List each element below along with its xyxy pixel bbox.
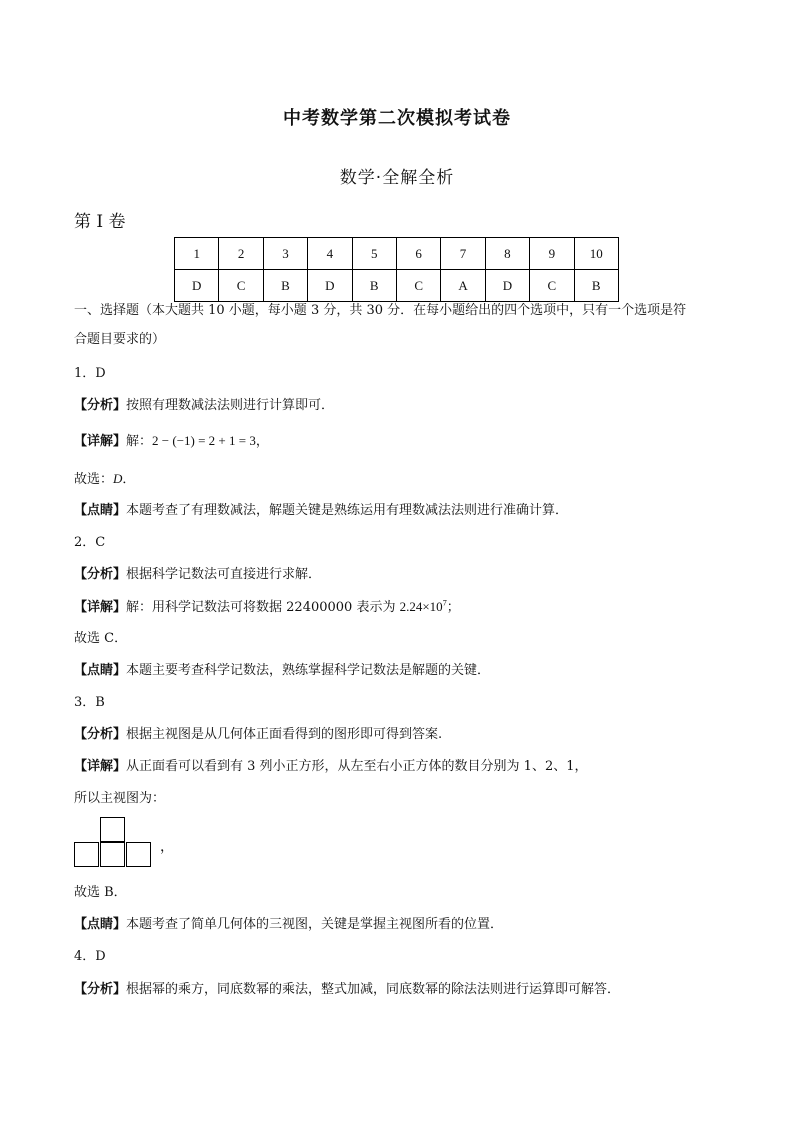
analysis-text: 根据主视图是从几何体正面看得到的图形即可得到答案. — [126, 727, 443, 742]
detail-line — [74, 597, 460, 618]
question-heading: 2．C — [74, 535, 106, 550]
comment-text: 本题考查了有理数减法，解题关键是熟练运用有理数减法法则进行准确计算． — [126, 503, 569, 518]
front-view-square — [100, 842, 125, 867]
front-view-square — [74, 842, 99, 867]
question-number-cell: 8 — [485, 238, 529, 270]
detail-base: 2.24×10 — [399, 599, 443, 614]
comment-tag: 【点睛】 — [74, 663, 127, 678]
choose-line — [74, 469, 135, 490]
choose-letter: D — [113, 471, 123, 486]
choose-prefix: 故选： — [74, 472, 114, 487]
question-number-cell: 1 — [175, 238, 219, 270]
analysis-line — [74, 725, 442, 745]
answer-cell: C — [219, 270, 263, 302]
answer-cell: B — [352, 270, 396, 302]
answer-cell: B — [574, 270, 618, 302]
analysis-line — [74, 565, 321, 585]
answer-cell: C — [396, 270, 440, 302]
analysis-tag: 【分析】 — [74, 398, 127, 413]
answer-cell: B — [263, 270, 307, 302]
detail-prefix: 解： — [126, 434, 153, 449]
answer-table — [174, 237, 619, 302]
detail-suffix: ； — [446, 600, 460, 615]
question-heading: 3．B — [74, 695, 105, 710]
detail-exponent: 7 — [442, 598, 447, 608]
analysis-text: 按照有理数减法法则进行计算即可． — [126, 398, 335, 413]
question-number-cell: 3 — [263, 238, 307, 270]
comment-text: 本题考查了简单几何体的三视图，关键是掌握主视图所看的位置． — [126, 917, 504, 932]
detail-tag: 【详解】 — [74, 600, 127, 615]
question-number-cell: 9 — [530, 238, 574, 270]
analysis-line — [74, 980, 620, 1000]
comment-text: 本题主要考查科学记数法，熟练掌握科学记数法是解题的关键． — [126, 663, 491, 678]
comment-line — [74, 501, 568, 521]
comment-line — [74, 661, 490, 681]
analysis-line — [74, 396, 334, 416]
intro-line: 一、选择题（本大题共 10 小题，每小题 3 分，共 30 分．在每小题给出的四个选项中，只有一个选项是符 — [74, 303, 687, 318]
detail-math: 2 − (−1) = 2 + 1 = 3 — [152, 433, 256, 448]
comment-line — [74, 915, 503, 935]
page-subtitle: 数学·全解全析 — [339, 168, 455, 188]
comment-tag: 【点睛】 — [74, 917, 127, 932]
detail-line — [74, 431, 269, 452]
answer-cell: C — [530, 270, 574, 302]
section-label: 第 I 卷 — [74, 212, 126, 232]
page-title: 中考数学第二次模拟考试卷 — [283, 108, 511, 129]
analysis-tag: 【分析】 — [74, 727, 127, 742]
result-line: 所以主视图为： — [74, 791, 166, 806]
answer-cell: D — [175, 270, 219, 302]
question-number-cell: 6 — [396, 238, 440, 270]
answer-cell: A — [441, 270, 485, 302]
question-number-cell: 5 — [352, 238, 396, 270]
choose-line: 故选 C． — [74, 631, 128, 646]
answer-table-number-row — [175, 238, 619, 270]
choose-line: 故选 B． — [74, 885, 127, 900]
detail-tag: 【详解】 — [74, 434, 127, 449]
figure-comma: ， — [160, 839, 174, 855]
analysis-text: 根据幂的乘方，同底数幂的乘法，整式加减，同底数幂的除法法则进行运算即可解答． — [126, 982, 621, 997]
choose-suffix: ． — [122, 472, 136, 487]
analysis-tag: 【分析】 — [74, 982, 127, 997]
question-heading: 4．D — [74, 949, 106, 964]
analysis-tag: 【分析】 — [74, 567, 127, 582]
analysis-text: 根据科学记数法可直接进行求解． — [126, 567, 322, 582]
answer-table-answer-row — [175, 270, 619, 302]
question-number-cell: 4 — [308, 238, 352, 270]
detail-prefix: 解：用科学记数法可将数据 22400000 表示为 — [126, 600, 400, 615]
question-heading: 1．D — [74, 366, 106, 381]
question-number-cell: 10 — [574, 238, 618, 270]
detail-tag: 【详解】 — [74, 759, 127, 774]
question-number-cell: 7 — [441, 238, 485, 270]
front-view-square — [100, 817, 125, 842]
detail-suffix: ， — [255, 434, 269, 449]
answer-cell: D — [485, 270, 529, 302]
comment-tag: 【点睛】 — [74, 503, 127, 518]
intro-line: 合题目要求的） — [74, 332, 166, 347]
front-view-square — [126, 842, 151, 867]
question-number-cell: 2 — [219, 238, 263, 270]
detail-math — [400, 599, 447, 614]
detail-text: 从正面看可以看到有 3 列小正方形，从左至右小正方体的数目分别为 1、2、1， — [126, 759, 588, 774]
detail-line — [74, 757, 588, 777]
answer-cell: D — [308, 270, 352, 302]
